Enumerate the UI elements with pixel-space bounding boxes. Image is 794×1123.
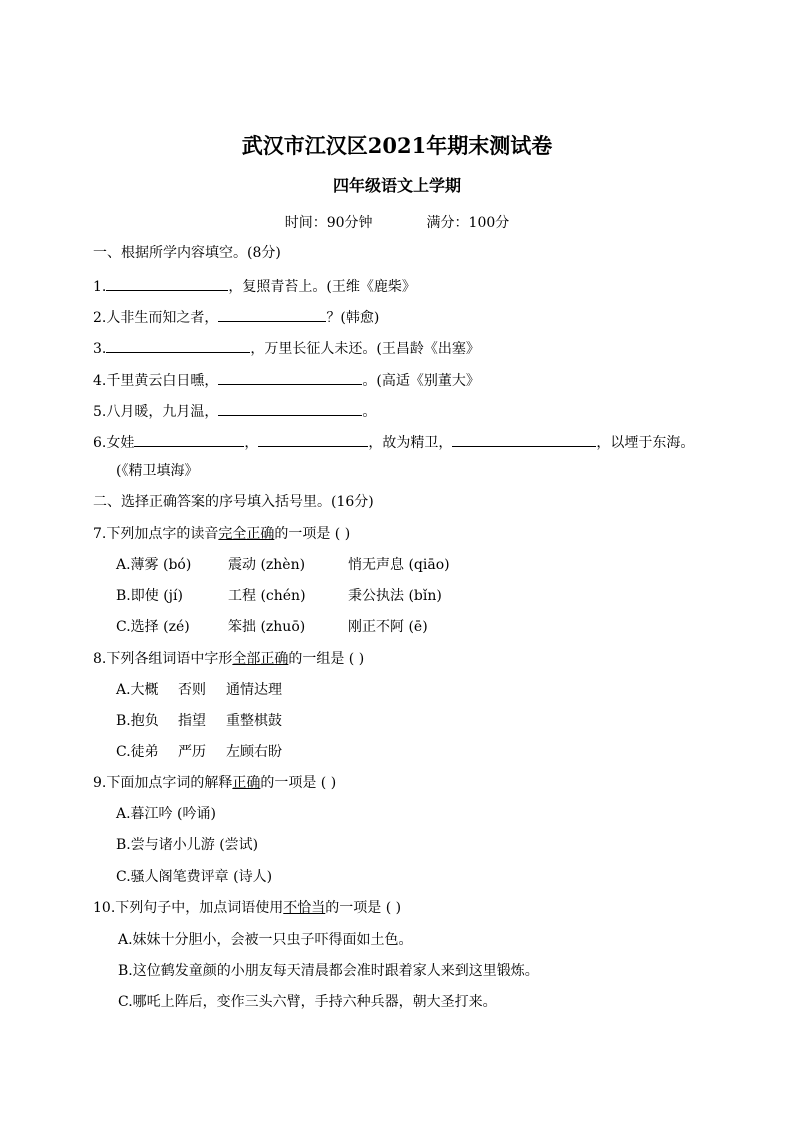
- q3-suffix: ，万里长征人未还。(王昌龄《出塞》: [250, 341, 480, 357]
- q9-option-a[interactable]: A.暮江吟 (吟诵): [116, 806, 216, 822]
- q3-prefix: 3.: [93, 341, 107, 357]
- question-3: [93, 337, 480, 359]
- q9-option-c[interactable]: C.骚人阁笔费评章 (诗人): [116, 869, 273, 885]
- q7-a-2: 震动 (zhèn): [228, 557, 306, 573]
- q7-option-c[interactable]: [116, 617, 428, 637]
- q6-prefix: 6.女娃: [93, 435, 135, 451]
- q1-suffix: ，复照青苔上。(王维《鹿柴》: [228, 279, 416, 295]
- q4-answer-blank[interactable]: [218, 369, 362, 385]
- q8-option-a[interactable]: [116, 680, 282, 700]
- q7-stem: 7.下列加点字的读音: [93, 526, 219, 542]
- q7-b-2: 工程 (chén): [228, 588, 306, 604]
- q7-b-1: B.即使 (jí): [116, 588, 183, 604]
- q7-c-3: 刚正不阿 (ē): [348, 619, 428, 635]
- q2-prefix: 2.人非生而知之者，: [93, 310, 219, 326]
- q5-prefix: 5.八月暖，九月温，: [93, 404, 219, 420]
- q1-prefix: 1.: [93, 279, 107, 295]
- q7-b-3: 秉公执法 (bǐn): [348, 588, 442, 604]
- q2-suffix: ？(韩愈): [326, 310, 380, 326]
- q7-a-1: A.薄雾 (bó): [116, 557, 192, 573]
- question-9: [93, 773, 336, 793]
- q6-answer-blank-3[interactable]: [452, 431, 596, 447]
- q8-a-3: 通情达理: [226, 682, 282, 698]
- question-4: [93, 369, 480, 391]
- q8-a-2: 否则: [178, 682, 206, 698]
- q5-answer-blank[interactable]: [218, 400, 362, 416]
- question-10: [93, 898, 401, 918]
- q6-mid1: ，: [244, 435, 259, 451]
- q9-stem: 9.下面加点字词的解释: [93, 775, 233, 791]
- q8-b-2: 指望: [178, 713, 206, 729]
- exam-title: 武汉市江汉区2021年期末测试卷: [241, 133, 553, 158]
- q10-stem-end: 的一项是 ( ): [325, 900, 402, 916]
- q8-b-3: 重整棋鼓: [226, 713, 282, 729]
- q8-stem-end: 的一组是 ( ): [288, 651, 365, 667]
- q10-option-b[interactable]: B.这位鹤发童颜的小朋友每天清晨都会准时跟着家人来到这里锻炼。: [118, 963, 539, 979]
- question-5: [93, 400, 376, 422]
- q7-c-2: 笨拙 (zhuō): [228, 619, 306, 635]
- exam-score: 满分：100分: [426, 215, 510, 231]
- q3-answer-blank[interactable]: [106, 337, 250, 353]
- q8-stem-emphasis: 全部正确: [232, 651, 289, 667]
- q10-option-c[interactable]: C.哪吒上阵后，变作三头六臂，手持六种兵器，朝大圣打来。: [118, 994, 497, 1010]
- exam-time: 时间：90分钟: [284, 215, 373, 231]
- q8-stem: 8.下列各组词语中字形: [93, 651, 233, 667]
- q6-answer-blank-1[interactable]: [134, 431, 244, 447]
- q6-mid2: ，故为精卫，: [368, 435, 453, 451]
- question-7: [93, 524, 350, 544]
- q2-answer-blank[interactable]: [218, 306, 326, 322]
- q7-stem-emphasis: 完全正确: [218, 526, 275, 542]
- q4-prefix: 4.千里黄云白日曛，: [93, 373, 219, 389]
- q6-answer-blank-2[interactable]: [258, 431, 368, 447]
- q8-c-3: 左顾右盼: [226, 744, 282, 760]
- question-1: [93, 275, 416, 297]
- q8-c-1: C.徒弟: [116, 744, 159, 760]
- q6-source: (《精卫填海》: [116, 463, 199, 479]
- q5-suffix: 。: [362, 404, 377, 420]
- q9-stem-emphasis: 正确: [232, 775, 261, 791]
- q10-stem-emphasis: 不恰当: [283, 900, 326, 916]
- q8-option-b[interactable]: [116, 711, 282, 731]
- q7-option-b[interactable]: [116, 586, 442, 606]
- q6-suffix: ，以堙于东海。: [596, 435, 695, 451]
- q7-a-3: 悄无声息 (qiāo): [348, 557, 450, 573]
- section1-heading: 一、根据所学内容填空。(8分): [93, 245, 281, 261]
- q7-option-a[interactable]: [116, 555, 450, 575]
- q8-option-c[interactable]: [116, 742, 282, 762]
- exam-subtitle: 四年级语文上学期: [332, 176, 461, 195]
- q4-suffix: 。(高适《别董大》: [362, 373, 480, 389]
- section2-heading: 二、选择正确答案的序号填入括号里。(16分): [93, 494, 374, 510]
- exam-meta: [0, 212, 794, 232]
- q10-stem: 10.下列句子中，加点词语使用: [93, 900, 284, 916]
- q8-c-2: 严历: [178, 744, 206, 760]
- q7-stem-end: 的一项是 ( ): [274, 526, 351, 542]
- q9-stem-end: 的一项是 ( ): [260, 775, 337, 791]
- q1-answer-blank[interactable]: [106, 275, 228, 291]
- q9-option-b[interactable]: B.尝与诸小儿游 (尝试): [116, 837, 259, 853]
- q8-b-1: B.抱负: [116, 713, 159, 729]
- q7-c-1: C.选择 (zé): [116, 619, 190, 635]
- q10-option-a[interactable]: A.妹妹十分胆小，会被一只虫子吓得面如土色。: [118, 932, 413, 948]
- q8-a-1: A.大概: [116, 682, 159, 698]
- question-8: [93, 649, 364, 669]
- question-6: [93, 431, 694, 453]
- question-2: [93, 306, 379, 328]
